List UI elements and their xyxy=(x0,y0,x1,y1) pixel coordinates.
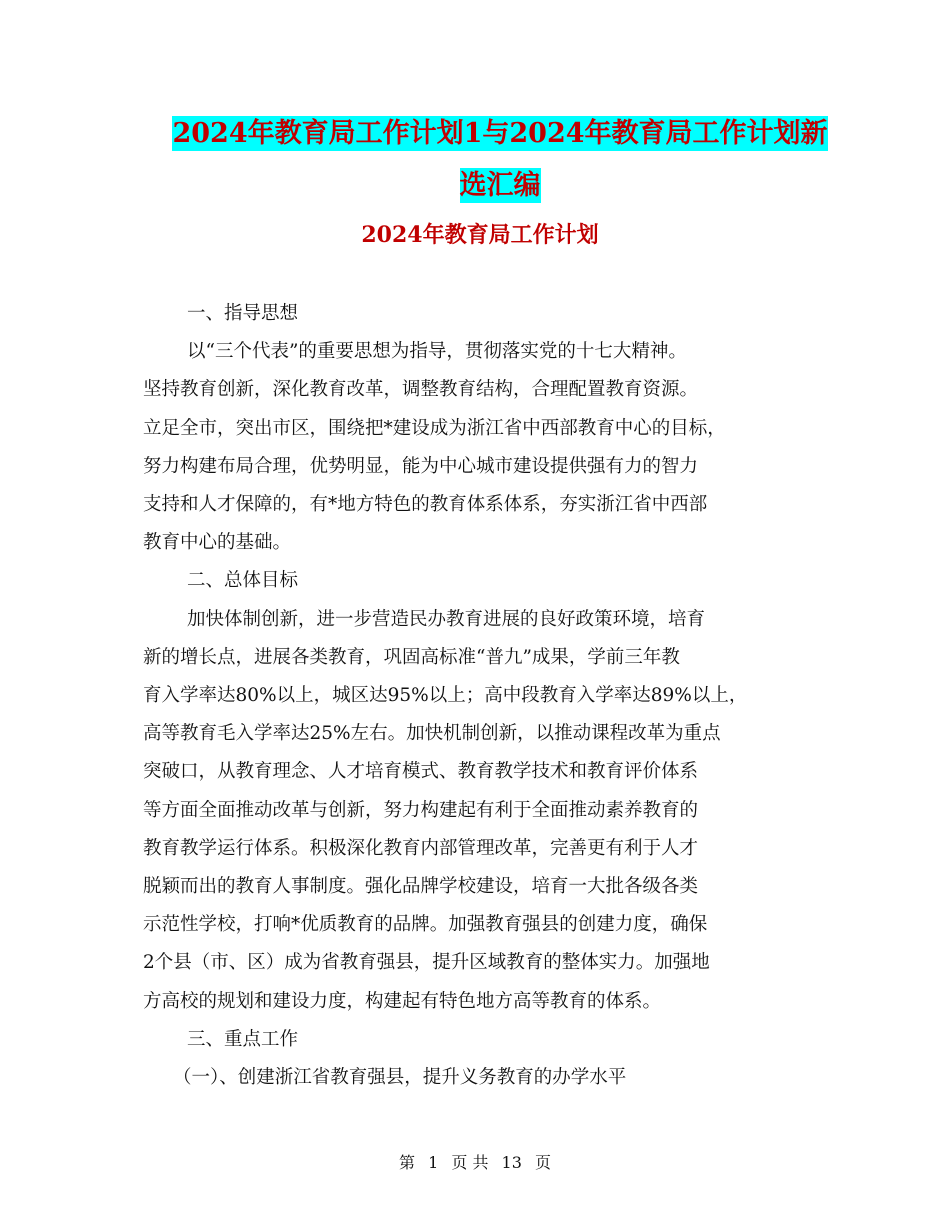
page-label-mid: 页 共 xyxy=(451,1153,489,1172)
text-line: 教育中心的基础。 xyxy=(143,532,292,554)
text-line: 努力构建布局合理，优势明显，能为中心城市建设提供强有力的智力 xyxy=(143,455,699,477)
text-line: 突破口，从教育理念、人才培育模式、教育教学技术和教育评价体系 xyxy=(143,761,699,783)
paragraph-overall-goals xyxy=(143,601,823,1021)
page-label-suffix: 页 xyxy=(535,1153,552,1172)
text-line: 教育教学运行体系。积极深化教育内部管理改革，完善更有利于人才 xyxy=(143,837,699,859)
heading-overall-goals: 二、总体目标 xyxy=(187,570,299,592)
text-line: 等方面全面推动改革与创新，努力构建起有利于全面推动素养教育的 xyxy=(143,799,699,821)
text-line: 脱颖而出的教育人事制度。强化品牌学校建设，培育一大批各级各类 xyxy=(143,876,699,898)
document-title-line1: 2024年教育局工作计划1与2024年教育局工作计划新 xyxy=(172,118,828,149)
text-line: 育入学率达80%以上，城区达95%以上；高中段教育入学率达89%以上， xyxy=(143,685,748,707)
heading-guiding-ideology: 一、指导思想 xyxy=(187,303,299,324)
text-line: 2个县（市、区）成为省教育强县，提升区域教育的整体实力。加强地 xyxy=(143,952,710,974)
document-title xyxy=(140,108,860,212)
subheading-education-county: （一）、创建浙江省教育强县，提升义务教育的办学水平 xyxy=(173,1067,627,1089)
text-line: 支持和人才保障的，有*地方特色的教育体系体系，夯实浙江省中西部 xyxy=(143,494,708,516)
text-line: 坚持教育创新，深化教育改革，调整教育结构，合理配置教育资源。 xyxy=(143,379,699,401)
text-line: 以“三个代表”的重要思想为指导，贯彻落实党的十七大精神。 xyxy=(187,341,687,363)
text-line: 立足全市，突出市区，围绕把*建设成为浙江省中西部教育中心的目标， xyxy=(143,417,726,439)
text-line: 示范性学校，打响*优质教育的品牌。加强教育强县的创建力度，确保 xyxy=(143,914,708,936)
page-total-number: 13 xyxy=(501,1153,522,1172)
section-title: 2024年教育局工作计划 xyxy=(361,222,599,248)
page-footer xyxy=(0,1150,950,1173)
document-body xyxy=(143,295,823,1097)
text-line: 方高校的规划和建设力度，构建起有特色地方高等教育的体系。 xyxy=(143,990,662,1012)
text-line: 加快体制创新，进一步营造民办教育进展的良好政策环境，培育 xyxy=(187,608,706,630)
heading-key-work: 三、重点工作 xyxy=(187,1028,299,1050)
text-line: 新的增长点，进展各类教育，巩固高标准“普九”成果，学前三年教 xyxy=(143,646,680,668)
page-current-number: 1 xyxy=(428,1153,439,1172)
paragraph-guiding-ideology xyxy=(143,333,823,562)
page-label-prefix: 第 xyxy=(398,1153,415,1172)
document-title-line2: 选汇编 xyxy=(459,170,541,201)
text-line: 高等教育毛入学率达25%左右。加快机制创新，以推动课程改革为重点 xyxy=(143,723,721,745)
